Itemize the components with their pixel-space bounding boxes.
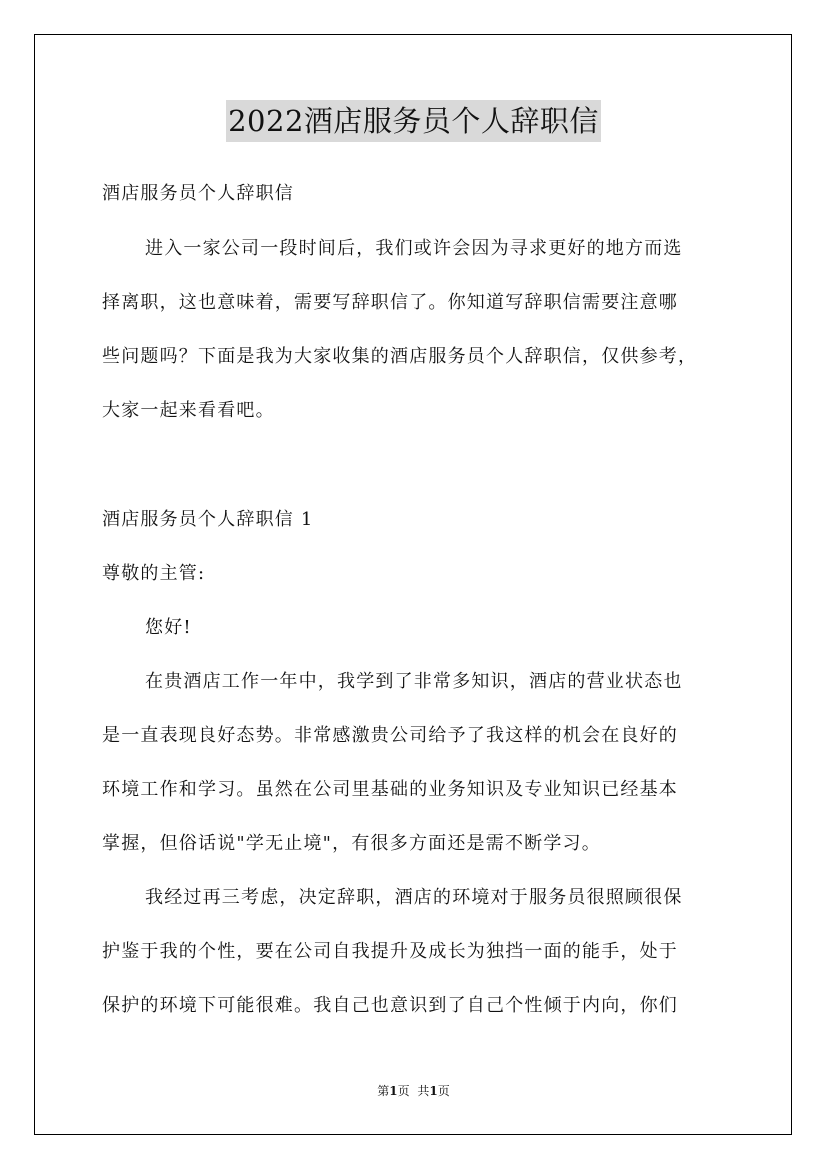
footer-page-total: 1 — [429, 1084, 438, 1098]
intro-line-1: 进入一家公司一段时间后，我们或许会因为寻求更好的地方而选 — [145, 238, 683, 259]
document-title: 2022酒店服务员个人辞职信 — [226, 100, 601, 142]
footer-page-current: 1 — [389, 1084, 398, 1098]
footer-total-prefix: 共 — [417, 1084, 430, 1098]
title-container — [0, 100, 827, 142]
document-subtitle: 酒店服务员个人辞职信 — [102, 183, 294, 204]
page-footer — [0, 1083, 827, 1099]
paragraph1-line-2: 是一直表现良好态势。非常感激贵公司给予了我这样的机会在良好的 — [102, 725, 678, 746]
paragraph1-line-4: 掌握，但俗话说"学无止境"，有很多方面还是需不断学习。 — [102, 833, 601, 854]
paragraph1-line-3: 环境工作和学习。虽然在公司里基础的业务知识及专业知识已经基本 — [102, 779, 678, 800]
greeting: 您好! — [145, 617, 192, 638]
intro-line-4: 大家一起来看看吧。 — [102, 400, 275, 421]
paragraph2-line-3: 保护的环境下可能很难。我自己也意识到了自己个性倾于内向，你们 — [102, 995, 678, 1016]
salutation: 尊敬的主管: — [102, 563, 206, 584]
paragraph2-line-2: 护鉴于我的个性，要在公司自我提升及成长为独挡一面的能手，处于 — [102, 941, 678, 962]
paragraph2-line-1: 我经过再三考虑，决定辞职，酒店的环境对于服务员很照顾很保 — [145, 887, 683, 908]
footer-page-prefix: 第 — [377, 1084, 390, 1098]
letter-heading: 酒店服务员个人辞职信 1 — [102, 509, 314, 530]
intro-line-3: 些问题吗？下面是我为大家收集的酒店服务员个人辞职信，仅供参考， — [102, 346, 698, 367]
paragraph1-line-1: 在贵酒店工作一年中，我学到了非常多知识，酒店的营业状态也 — [145, 671, 683, 692]
intro-line-2: 择离职，这也意味着，需要写辞职信了。你知道写辞职信需要注意哪 — [102, 292, 678, 313]
footer-page-unit: 页 — [397, 1084, 410, 1098]
footer-total-unit: 页 — [437, 1084, 450, 1098]
